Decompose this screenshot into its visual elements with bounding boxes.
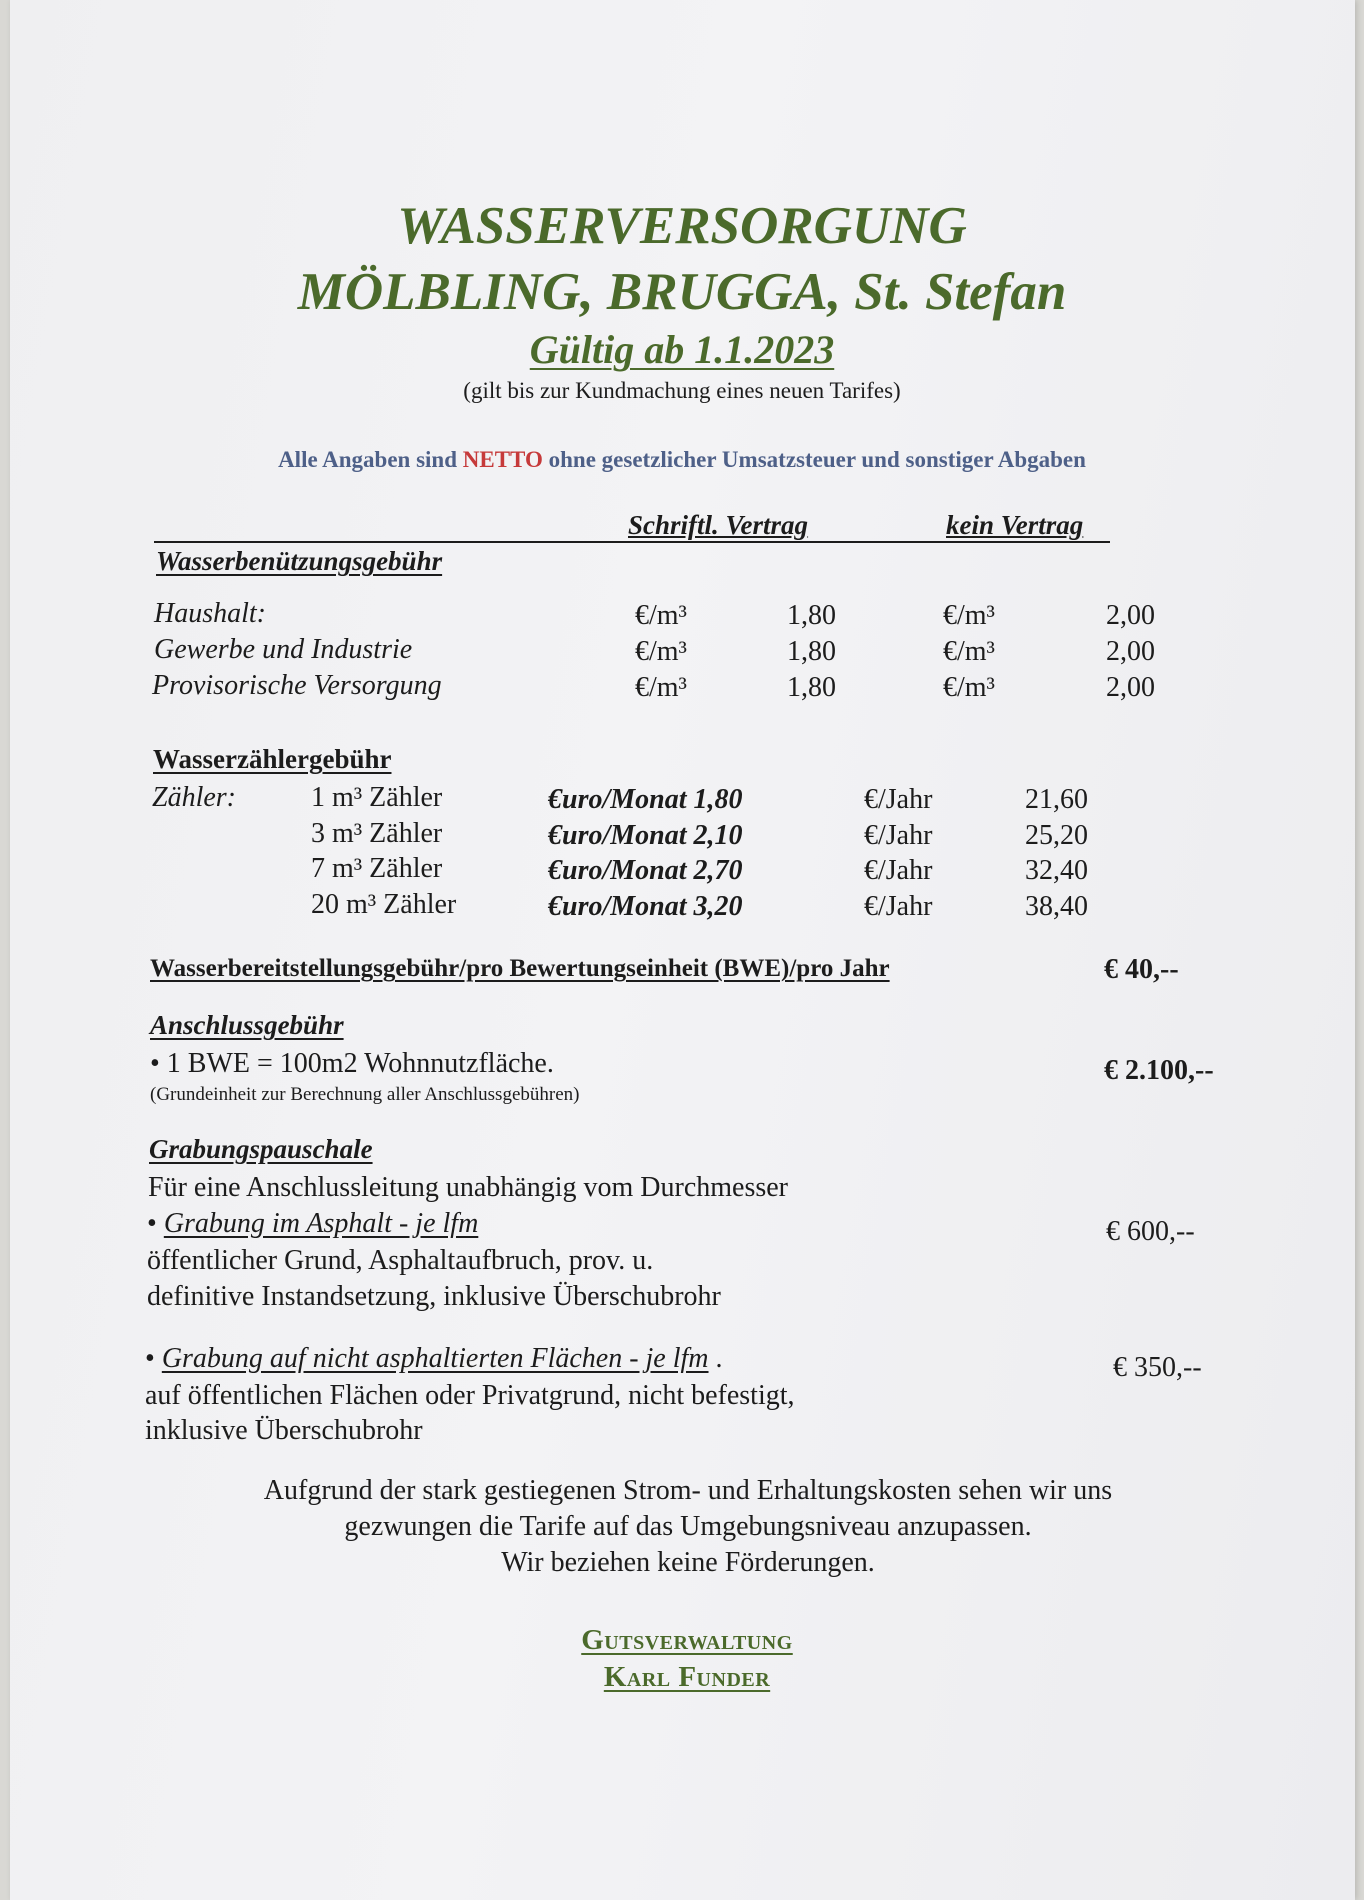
usage-row-value2: 2,00 <box>1106 600 1155 631</box>
excavation-heading: Grabungspauschale <box>149 1134 373 1164</box>
usage-row-value1: 1,80 <box>787 672 836 703</box>
usage-row-value2: 2,00 <box>1106 636 1155 667</box>
asphalt-desc-1: öffentlicher Grund, Asphaltaufbruch, prov. u. <box>147 1245 654 1276</box>
asphalt-desc-2: definitive Instandsetzung, inklusive Überschubrohr <box>147 1281 721 1312</box>
bullet: • <box>145 1343 162 1374</box>
notice-netto: NETTO <box>462 447 543 472</box>
unpaved-item <box>145 1343 723 1375</box>
provision-fee-label: Wasserbereitstellungsgebühr/pro Bewertungseinheit (BWE)/pro Jahr <box>150 955 890 982</box>
usage-row-value1: 1,80 <box>787 636 836 667</box>
title-line-1: WASSERVERSORGUNG <box>397 197 967 255</box>
meter-size: 7 m³ Zähler <box>311 853 443 884</box>
usage-row-value1: 1,80 <box>787 600 836 631</box>
usage-row-label: Gewerbe und Industrie <box>154 634 413 665</box>
unpaved-title: Grabung auf nicht asphaltierten Flächen - je lfm <box>161 1343 709 1374</box>
closing-line-2: gezwungen die Tarife auf das Umgebungsniveau anzupassen. <box>344 1511 1032 1542</box>
usage-row-unit2: €/m³ <box>943 600 995 631</box>
connection-fee-note: (Grundeinheit zur Berechnung aller Anschlussgebühren) <box>150 1084 580 1105</box>
closing-line-3: Wir beziehen keine Förderungen. <box>501 1547 875 1578</box>
column-with-contract: Schriftl. Vertrag <box>628 510 809 540</box>
connection-fee-line: • 1 BWE = 100m2 Wohnnutzfläche. <box>150 1048 554 1079</box>
meter-unit: €/Jahr <box>864 855 933 886</box>
unpaved-price: € 350,-- <box>1113 1352 1202 1383</box>
connection-fee-price: € 2.100,-- <box>1104 1055 1214 1086</box>
usage-row-value2: 2,00 <box>1106 672 1155 703</box>
meter-monthly: €uro/Monat 3,20 <box>548 891 743 922</box>
signature-line-1: Gutsverwaltung <box>581 1624 793 1656</box>
excavation-intro: Für eine Anschlussleitung unabhängig vom Durchmesser <box>148 1172 789 1203</box>
unpaved-dot: . <box>708 1343 723 1374</box>
meter-yearly: 38,40 <box>1025 891 1088 922</box>
usage-row-unit1: €/m³ <box>635 672 687 703</box>
meter-yearly: 21,60 <box>1025 784 1088 815</box>
netto-notice <box>0 447 1364 473</box>
meter-monthly: €uro/Monat 1,80 <box>548 784 743 815</box>
unpaved-desc-1: auf öffentlichen Flächen oder Privatgrund, nicht befestigt, <box>145 1380 795 1411</box>
connection-fee-heading: Anschlussgebühr <box>150 1010 344 1040</box>
header-rule <box>154 541 1110 543</box>
usage-row-unit1: €/m³ <box>635 600 687 631</box>
usage-row-unit2: €/m³ <box>943 636 995 667</box>
meter-unit: €/Jahr <box>864 820 933 851</box>
usage-fee-heading: Wasserbenützungsgebühr <box>156 546 443 576</box>
column-no-contract: kein Vertrag <box>946 510 1084 540</box>
valid-from <box>0 326 1364 373</box>
usage-row-unit1: €/m³ <box>635 636 687 667</box>
unpaved-desc-2: inklusive Überschubrohr <box>145 1415 423 1446</box>
signature-line-2: Karl Funder <box>603 1661 771 1693</box>
meter-yearly: 32,40 <box>1025 855 1088 886</box>
meter-monthly: €uro/Monat 2,10 <box>548 820 743 851</box>
meter-monthly: €uro/Monat 2,70 <box>548 855 743 886</box>
meter-label: Zähler: <box>152 782 236 813</box>
meter-fee-heading: Wasserzählergebühr <box>153 744 392 774</box>
valid-from-text: Gültig ab 1.1.2023 <box>529 327 835 372</box>
asphalt-title: Grabung im Asphalt - je lfm <box>163 1208 479 1239</box>
asphalt-item <box>147 1208 478 1240</box>
asphalt-price: € 600,-- <box>1106 1216 1195 1247</box>
notice-part1: Alle Angaben sind <box>278 447 463 472</box>
meter-unit: €/Jahr <box>864 784 933 815</box>
usage-row-label: Provisorische Versorgung <box>152 670 442 701</box>
meter-unit: €/Jahr <box>864 891 933 922</box>
usage-row-label: Haushalt: <box>154 598 266 629</box>
title-line-2: MÖLBLING, BRUGGA, St. Stefan <box>297 263 1067 321</box>
provision-fee-price: € 40,-- <box>1104 954 1179 985</box>
meter-size: 3 m³ Zähler <box>311 818 443 849</box>
meter-size: 1 m³ Zähler <box>311 782 443 813</box>
closing-line-1: Aufgrund der stark gestiegenen Strom- und Erhaltungskosten sehen wir uns <box>263 1475 1113 1506</box>
meter-size: 20 m³ Zähler <box>311 889 457 920</box>
usage-row-unit2: €/m³ <box>943 672 995 703</box>
notice-part2: ohne gesetzlicher Umsatzsteuer und sonstiger Abgaben <box>542 447 1086 472</box>
valid-note: (gilt bis zur Kundmachung eines neuen Tarifes) <box>463 378 901 403</box>
meter-yearly: 25,20 <box>1025 820 1088 851</box>
bullet: • <box>147 1208 164 1239</box>
